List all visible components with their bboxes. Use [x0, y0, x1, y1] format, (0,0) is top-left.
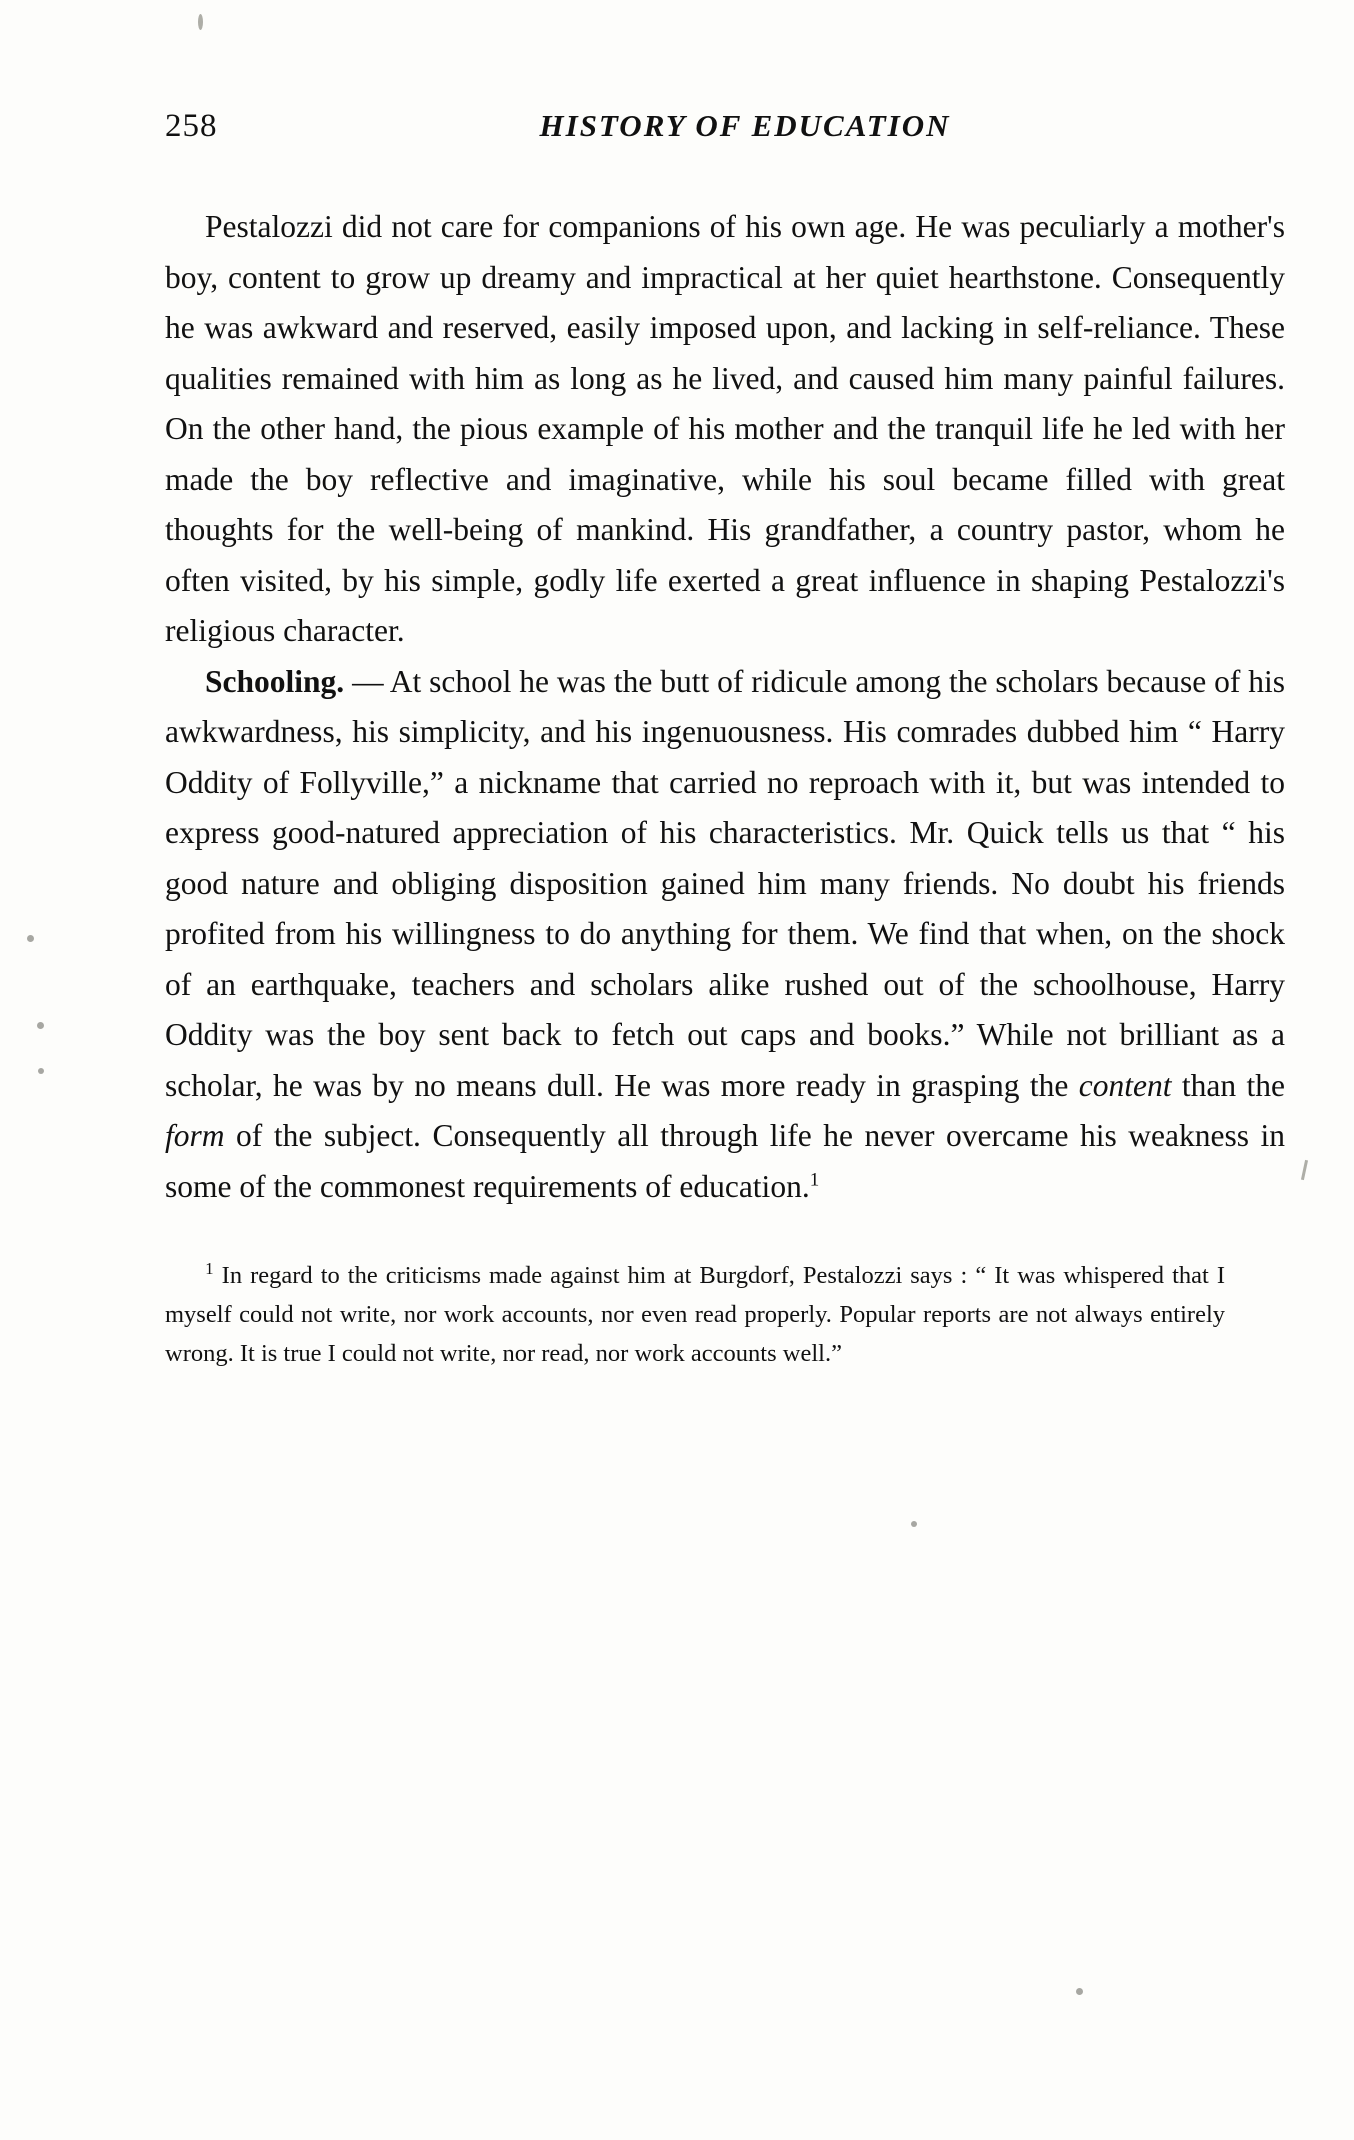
paragraph-biography: Pestalozzi did not care for companions of his own age. He was peculiarly a mother's boy, content to grow up dreamy and impractical at her quiet hearthstone. Consequently he was awkward and reserved, easily imposed upon, and lacking in self-reliance. These qualities remained with him as long as he lived, and caused him many painful failures. On the other hand, the pious example of his mother and the tranquil life he led with her made the boy reflective and imaginative, while his soul became filled with great thoughts for the well-being of mankind. His grandfather, a country pastor, whom he often visited, by his simple, godly life exerted a great influence in shaping Pestalozzi's religious character.: [165, 209, 1285, 648]
running-head: HISTORY OF EDUCATION: [539, 108, 951, 143]
paragraph-schooling-part-b: than the: [1171, 1067, 1285, 1103]
page-number: 258: [165, 108, 218, 144]
scan-speck: [1301, 1160, 1308, 1180]
footnote-text: In regard to the criticisms made against him at Burgdorf, Pestalozzi says : “ It was whispered that I myself could not write, nor work accounts, nor even read properly. Popular reports are not always entirely wrong. It is true I could not write, nor read, nor work accounts well.”: [165, 1262, 1226, 1367]
paragraph-run-in-heading: Schooling.: [205, 663, 345, 699]
body-text: [165, 202, 1285, 1212]
scan-speck: [911, 1521, 917, 1527]
footnote-reference-marker: 1: [809, 1169, 820, 1190]
footnote: [165, 1256, 1225, 1373]
scan-speck: [1076, 1988, 1083, 1995]
page-header: [165, 100, 1285, 160]
footnote-marker: 1: [205, 1258, 214, 1278]
emphasis-content: content: [1078, 1067, 1172, 1103]
paragraph-schooling-part-c: of the subject. Consequently all through life he never overcame his weakness in some of the commonest requirements of education.: [165, 1118, 1285, 1204]
emphasis-form: form: [165, 1118, 225, 1153]
scan-speck: [38, 1068, 44, 1074]
page-content: [165, 100, 1285, 1373]
scan-speck: [198, 14, 203, 30]
paragraph-schooling-part-a: — At school he was the butt of ridicule among the scholars because of his awkwardness, his simplicity, and his ingenuousness. His comrades dubbed him “ Harry Oddity of Follyville,” a nickname that carried no reproach with it, but was intended to express good-natured appreciation of his characteristics. Mr. Quick tells us that “ his good nature and obliging disposition gained him many friends. No doubt his friends profited from his willingness to do anything for them. We find that when, on the shock of an earthquake, teachers and scholars alike rushed out of the schoolhouse, Harry Oddity was the boy sent back to fetch out caps and books.” While not brilliant as a scholar, he was by no means dull. He was more ready in grasping the: [165, 663, 1285, 1103]
paragraph-schooling: [165, 657, 1285, 1213]
scan-speck: [37, 1022, 44, 1029]
scan-speck: [27, 935, 34, 942]
footnote-spacer: [165, 1262, 205, 1289]
